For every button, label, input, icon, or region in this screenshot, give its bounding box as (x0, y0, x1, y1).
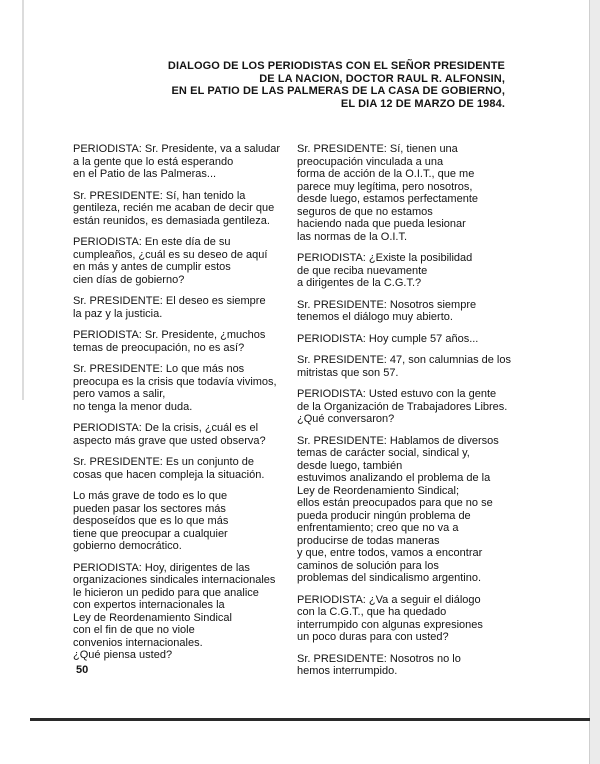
dialogue-paragraph (73, 456, 285, 481)
text-line: PERIODISTA: ¿Va a seguir el diálogo (297, 593, 481, 606)
text-line: Sr. PRESIDENTE: Lo que más nos (73, 363, 245, 375)
text-line: tiene que preocupar a cualquier (73, 527, 228, 540)
text-line: Sr. PRESIDENTE: Sí, tienen una (297, 143, 458, 155)
title-line: EL DIA 12 DE MARZO DE 1984. (340, 97, 505, 110)
text-line: Sr. PRESIDENTE: Nosotros no lo (297, 652, 461, 665)
text-line: Sr. PRESIDENTE: Hablamos de diversos (297, 434, 499, 447)
document-title (150, 60, 505, 110)
text-line: en más y antes de cumplir estos (73, 261, 231, 273)
dialogue-paragraph (297, 388, 513, 426)
text-line: preocupación vinculada a una (297, 155, 444, 168)
dialogue-paragraph (297, 333, 513, 346)
page-edge-left (22, 0, 24, 400)
text-line: no tenga la menor duda. (73, 400, 193, 413)
dialogue-paragraph (73, 143, 285, 181)
text-line: PERIODISTA: ¿Existe la posibilidad (297, 252, 473, 264)
text-line: PERIODISTA: Sr. Presidente, ¿muchos (73, 329, 266, 341)
dialogue-paragraph (297, 143, 513, 243)
text-line: temas de carácter social, sindical y, (297, 447, 470, 459)
text-line: Ley de Reordenamiento Sindical (73, 611, 232, 624)
text-line: temas de preocupación, no es así? (73, 341, 245, 354)
text-line: PERIODISTA: Hoy, dirigentes de las (73, 561, 250, 574)
text-line: cumpleaños, ¿cuál es su deseo de aquí (73, 248, 268, 261)
text-line: en el Patio de las Palmeras... (73, 168, 217, 180)
text-line: con el fin de que no viole (73, 624, 195, 636)
dialogue-paragraph (297, 435, 513, 585)
text-line: hemos interrumpido. (297, 665, 398, 677)
text-line: desposeídos que es lo que más (73, 515, 229, 527)
title-line: DE LA NACION, DOCTOR RAUL R. ALFONSIN, (259, 72, 505, 85)
text-line: cosas que hacen compleja la situación. (73, 468, 265, 481)
text-line: con expertos internacionales la (73, 599, 225, 611)
text-line: cien días de gobierno? (73, 273, 185, 286)
text-line: a dirigentes de la C.G.T.? (297, 277, 422, 289)
title-line: DIALOGO DE LOS PERIODISTAS CON EL SEÑOR PRESIDENTE (167, 60, 505, 72)
dialogue-paragraph (73, 490, 285, 553)
text-line: un poco duras para con usted? (297, 631, 449, 643)
text-line: la paz y la justicia. (73, 307, 163, 320)
text-line: haciendo nada que pueda lesionar (297, 218, 466, 230)
text-line: enfrentamiento; creo que no va a (297, 522, 459, 534)
text-line: Lo más grave de todo es lo que (73, 490, 228, 502)
text-line: ellos están preocupados para que no se (297, 497, 493, 509)
text-line: Sr. PRESIDENTE: El deseo es siempre (73, 295, 266, 307)
text-line: PERIODISTA: Usted estuvo con la gente (297, 388, 497, 400)
dialogue-paragraph (297, 653, 513, 678)
text-line: mitristas que son 57. (297, 366, 399, 379)
text-line: Sr. PRESIDENTE: Es un conjunto de (73, 456, 254, 468)
right-column (297, 143, 513, 687)
text-line: PERIODISTA: En este día de su (73, 236, 231, 248)
dialogue-paragraph (297, 299, 513, 324)
text-line: de la Organización de Trabajadores Libres. (297, 400, 508, 413)
text-line: ¿Qué conversaron? (297, 413, 395, 425)
text-line: desde luego, estamos perfectamente (297, 193, 479, 205)
text-line: Sr. PRESIDENTE: 47, son calumnias de los (297, 354, 511, 366)
page-number: 50 (76, 664, 89, 676)
dialogue-paragraph (73, 236, 285, 286)
text-line: las normas de la O.I.T. (297, 230, 408, 243)
text-line: Sr. PRESIDENTE: Nosotros siempre (297, 298, 477, 311)
title-line: EN EL PATIO DE LAS PALMERAS DE LA CASA DE GOBIERNO, (171, 85, 505, 97)
text-line: Ley de Reordenamiento Sindical; (297, 484, 460, 497)
dialogue-paragraph (73, 295, 285, 320)
text-line: estuvimos analizando el problema de la (297, 472, 491, 484)
dialogue-paragraph (73, 329, 285, 354)
text-line: preocupa es la crisis que todavía vivimos, (73, 375, 277, 388)
text-line: problemas del sindicalismo argentino. (297, 572, 482, 584)
text-line: tenemos el diálogo muy abierto. (297, 311, 453, 323)
dialogue-paragraph (73, 562, 285, 662)
dialogue-paragraph (73, 190, 285, 228)
text-line: pueda producir ningún problema de (297, 509, 471, 522)
text-line: forma de acción de la O.I.T., que me (297, 168, 475, 180)
text-line: PERIODISTA: Hoy cumple 57 años... (297, 332, 479, 345)
text-line: Sr. PRESIDENTE: Sí, han tenido la (73, 189, 246, 202)
dialogue-paragraph (297, 594, 513, 644)
text-line: desde luego, también (297, 459, 403, 472)
dialogue-paragraph (73, 422, 285, 447)
text-line: están reunidos, es demasiada gentileza. (73, 214, 270, 227)
dialogue-paragraph (297, 354, 513, 379)
text-line: y que, entre todos, vamos a encontrar (297, 547, 483, 559)
dialogue-paragraph (73, 363, 285, 413)
text-line: parece muy legítima, pero nosotros, (297, 180, 473, 193)
text-line: convenios internacionales. (73, 636, 203, 649)
text-line: con la C.G.T., que ha quedado (297, 606, 447, 618)
page-edge-bottom (30, 718, 590, 721)
text-line: gentileza, recién me acaban de decir que (73, 202, 275, 214)
text-line: seguros de que no estamos (297, 205, 433, 218)
page-edge-right (589, 0, 600, 764)
text-line: PERIODISTA: Sr. Presidente, va a saludar (73, 143, 281, 155)
text-line: producirse de todas maneras (297, 534, 440, 547)
text-line: gobierno democrático. (73, 540, 182, 552)
text-line: le hicieron un pedido para que analice (73, 586, 259, 599)
text-line: pueden pasar los sectores más (73, 502, 226, 515)
text-line: a la gente que lo está esperando (73, 155, 234, 168)
text-line: interrumpido con algunas expresiones (297, 618, 483, 631)
dialogue-paragraph (297, 252, 513, 290)
text-line: ¿Qué piensa usted? (73, 649, 173, 661)
text-line: organizaciones sindicales internacionales (73, 574, 276, 586)
left-column (73, 143, 285, 671)
text-line: caminos de solución para los (297, 559, 439, 572)
text-line: aspecto más grave que usted observa? (73, 434, 266, 447)
text-line: PERIODISTA: De la crisis, ¿cuál es el (73, 422, 259, 434)
text-line: de que reciba nuevamente (297, 264, 428, 277)
text-line: pero vamos a salir, (73, 388, 166, 400)
